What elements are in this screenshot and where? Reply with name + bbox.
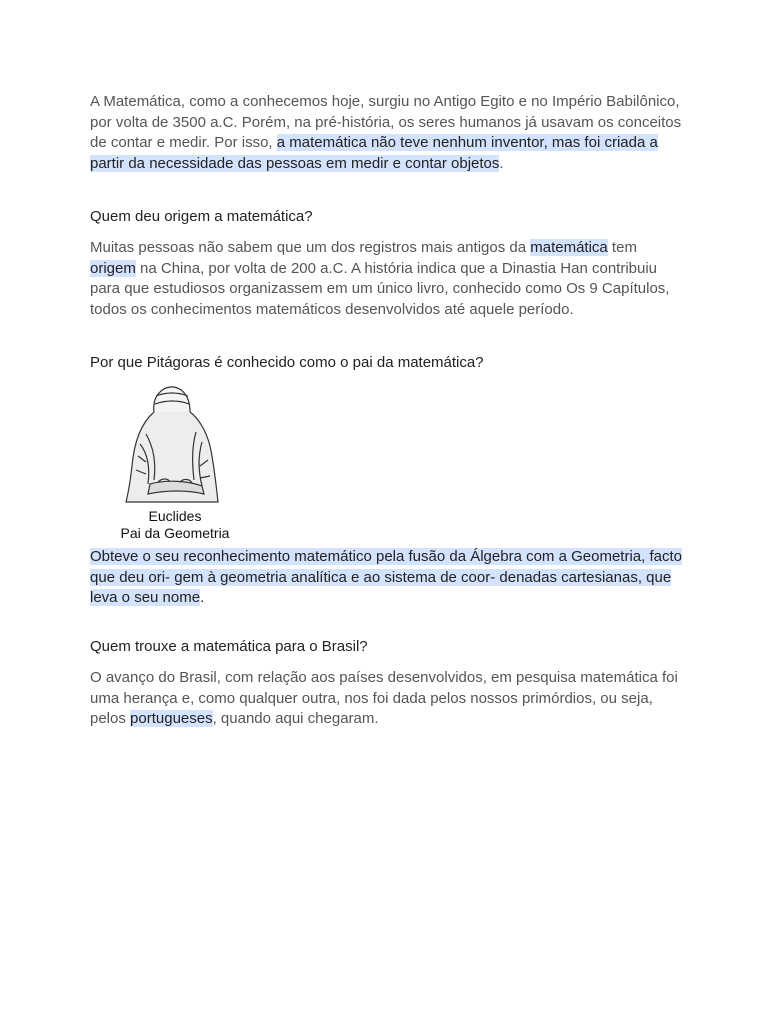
paragraph-text: A Matemática, como a conhecemos hoje, surgiu no Antigo Egito e no Império Babilônico, por volta de 3500 a.C. Porém, na pré-história, os seres humanos já usavam os conceitos de contar e medir. Por isso, (90, 93, 682, 151)
paragraph-text: . (200, 589, 205, 606)
highlighted-text[interactable]: a matemática não teve nenhum inventor, mas foi criada a partir da necessidade das pessoas em medir e contar objetos (90, 134, 658, 172)
euclides-figure (110, 384, 240, 544)
highlighted-text[interactable]: origem (90, 259, 136, 277)
figure-caption-title: Euclides (148, 508, 202, 524)
paragraph-text: Muitas pessoas não sabem que um dos registros mais antigos da (90, 239, 531, 256)
paragraph-text: , quando aqui chegaram. (212, 710, 379, 727)
paragraph-text: tem (607, 239, 637, 256)
highlighted-text[interactable]: Obteve o seu reconhecimento matemático pela fusão da Álgebra com a Geometria, facto que deu ori- gem à geometria analítica e ao sistema de coor- denadas cartesianas, que leva o seu nome (90, 548, 682, 606)
euclides-portrait-image (110, 384, 240, 506)
highlighted-text[interactable]: matemática (530, 239, 608, 256)
paragraph-china-origin (90, 238, 682, 320)
paragraph-origin-history (90, 92, 682, 174)
question-heading: Por que Pitágoras é conhecido como o pai da matemática? (90, 354, 484, 371)
paragraph-text: na China, por volta de 200 a.C. A história indica que a Dinastia Han contribuiu para que estudiosos organizassem em um único livro, conhecido como Os 9 Capítulos, todos os conhecimentos matemáticos desenvolvidos até aquele período. (90, 259, 670, 318)
paragraph-recognition (90, 547, 682, 609)
paragraph-brazil (90, 668, 682, 730)
question-heading: Quem trouxe a matemática para o Brasil? (90, 638, 368, 655)
figure-caption-subtitle: Pai da Geometria (120, 525, 230, 541)
paragraph-text: . (499, 154, 504, 172)
paragraph-text: O avanço do Brasil, com relação aos países desenvolvidos, em pesquisa matemática foi uma herança e, como qualquer outra, nos foi dada pelos nossos primórdios, ou seja, pelos (90, 669, 678, 727)
highlighted-text[interactable]: portugueses (130, 710, 213, 727)
question-heading: Quem deu origem a matemática? (90, 208, 313, 225)
